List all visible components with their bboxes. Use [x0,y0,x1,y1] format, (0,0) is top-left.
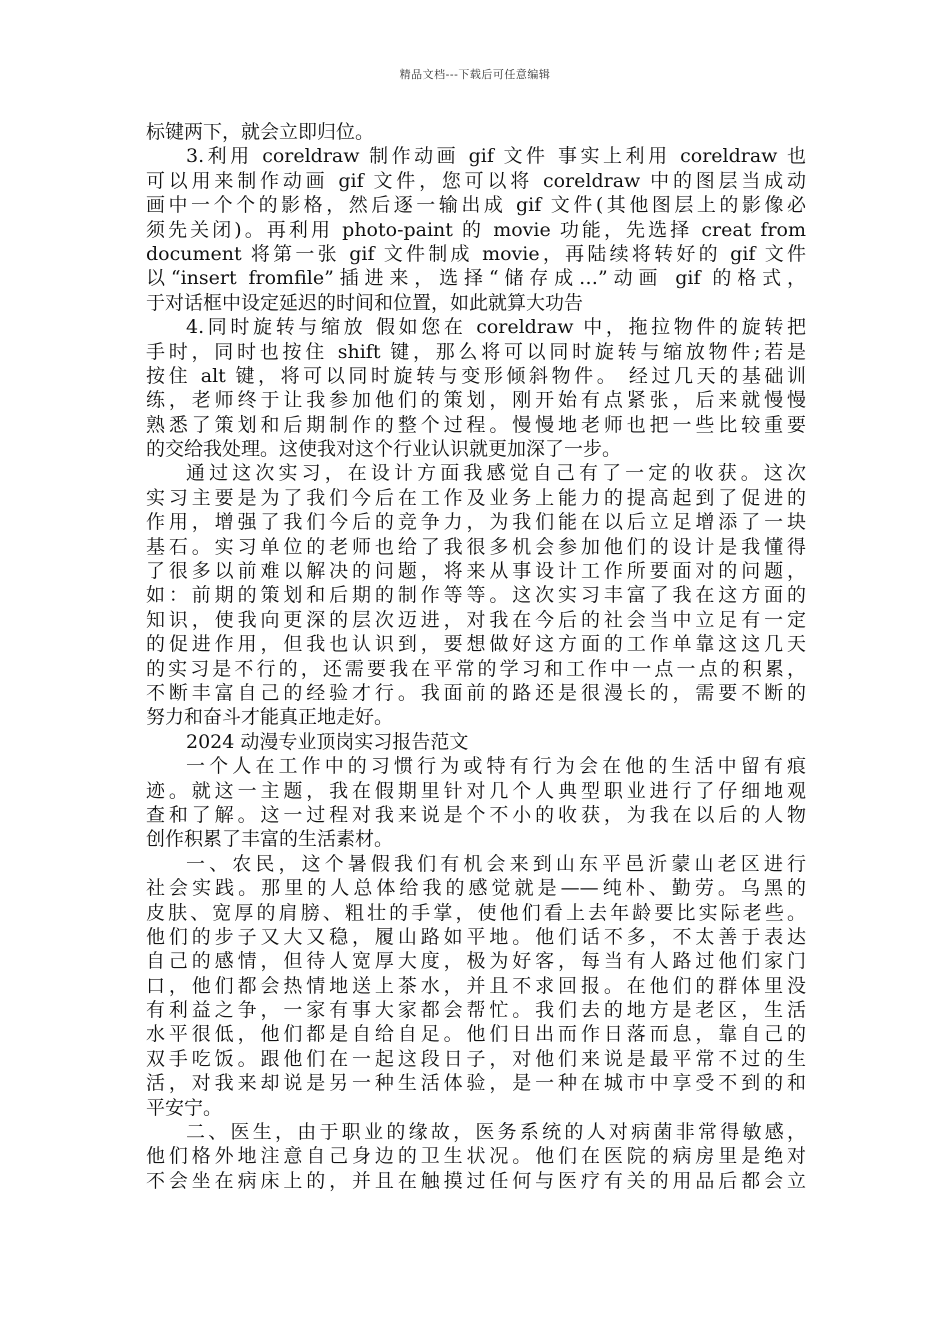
text-line: 按住 alt 键，将可以同时旋转与变形倾斜物件。 经过几天的基础训 [146,364,806,387]
text-line: 社会实践。那里的人总体给我的感觉就是——纯朴、勤劳。乌黑的 [146,877,806,900]
text-line: 实习主要是为了我们今后在工作及业务上能力的提高起到了促进的 [146,486,806,509]
text-line: 的实习是不行的，还需要我在平常的学习和工作中一点一点的积累， [146,657,806,680]
text-line: 熟悉了策划和后期制作的整个过程。慢慢地老师也把一些比较重要 [146,413,806,436]
text-line: 一、农民，这个暑假我们有机会来到山东平邑沂蒙山老区进行 [186,852,806,875]
text-line: 基石。实习单位的老师也给了我很多机会参加他们的设计是我懂得 [146,535,806,558]
text-line: 知识，使我向更深的层次迈进，对我在今后的社会当中立足有一定 [146,608,806,631]
text-line: 3.利用 coreldraw 制作动画 gif 文件 事实上利用 coreldraw 也 [186,145,806,168]
text-line: 努力和奋斗才能真正地走好。 [146,706,394,729]
text-line: 作用，增强了我们今后的竞争力，为我们能在以后立足增添了一块 [146,511,806,534]
text-line: 的交给我处理。这使我对这个行业认识就更加深了一步。 [146,438,622,461]
text-line: 有利益之争，一家有事大家都会帮忙。我们去的地方是老区，生活 [146,999,806,1022]
text-line: 活，对我来却说是另一种生活体验，是一种在城市中享受不到的和 [146,1072,806,1095]
text-line: 水平很低，他们都是自给自足。他们日出而作日落而息，靠自己的 [146,1023,806,1046]
text-line: 的促进作用，但我也认识到，要想做好这方面的工作单靠这这几天 [146,633,806,656]
text-line: 画中一个个的影格，然后逐一输出成 gif 文件(其他图层上的影像必 [146,194,806,217]
text-line: document 将第一张 gif 文件制成 movie，再陆续将转好的 gif 文件 [146,242,806,265]
text-line: 二、医生，由于职业的缘故，医务系统的人对病菌非常得敏感， [186,1121,806,1144]
text-line: 自己的感情，但待人宽厚大度，极为好客，每当有人路过他们家门 [146,950,806,973]
text-line: 双手吃饭。跟他们在一起这段日子，对他们来说是最平常不过的生 [146,1047,806,1070]
text-line: 手时，同时也按住 shift 键，那么将可以同时旋转与缩放物件;若是 [146,340,806,363]
text-line: 不断丰富自己的经验才行。我面前的路还是很漫长的，需要不断的 [146,681,806,704]
text-line: 平安宁。 [146,1096,223,1119]
text-line: 练，老师终于让我参加他们的策划，刚开始有点紧张，后来就慢慢 [146,389,806,412]
text-line: 如：前期的策划和后期的制作等等。这次实习丰富了我在这方面的 [146,584,806,607]
text-line: 创作积累了丰富的生活素材。 [146,828,394,851]
text-line: 可以用来制作动画 gif 文件，您可以将 coreldraw 中的图层当成动 [146,169,806,192]
text-line: 他们格外地注意自己身边的卫生状况。他们在医院的病房里是绝对 [146,1145,806,1168]
document-body [146,120,806,1193]
text-line: 2024 动漫专业顶岗实习报告范文 [186,730,469,753]
text-line: 皮肤、宽厚的肩膀、粗壮的手掌，使他们看上去年龄要比实际老些。 [146,901,806,924]
text-line: 口，他们都会热情地送上茶水，并且不求回报。在他们的群体里没 [146,974,806,997]
text-line: 通过这次实习，在设计方面我感觉自己有了一定的收获。这次 [186,462,806,485]
text-line: 了很多以前难以解决的问题，将来从事设计工作所要面对的问题， [146,560,806,583]
text-line: 迹。就这一主题，我在假期里针对几个人典型职业进行了仔细地观 [146,779,806,802]
text-line: 他们的步子又大又稳，履山路如平地。他们话不多，不太善于表达 [146,925,806,948]
text-line: 于对话框中设定延迟的时间和位置，如此就算大功告 [146,291,584,314]
text-line: 4.同时旋转与缩放 假如您在 coreldraw 中，拖拉物件的旋转把 [186,316,806,339]
text-line: 以“insert fromfile”插进来，选择“储存成…”动画 gif 的格式， [146,267,806,290]
text-line: 标键两下，就会立即归位。 [146,121,375,143]
text-line: 不会坐在病床上的，并且在触摸过任何与医疗有关的用品后都会立 [146,1169,806,1192]
page-header: 精品文档---下载后可任意编辑 [399,68,551,81]
text-line: 一个人在工作中的习惯行为或特有行为会在他的生活中留有痕 [186,755,806,778]
text-line: 查和了解。这一过程对我来说是个不小的收获，为我在以后的人物 [146,803,806,826]
text-line: 须先关闭)。再利用 photo-paint 的 movie 功能，先选择 creat from [146,218,806,241]
